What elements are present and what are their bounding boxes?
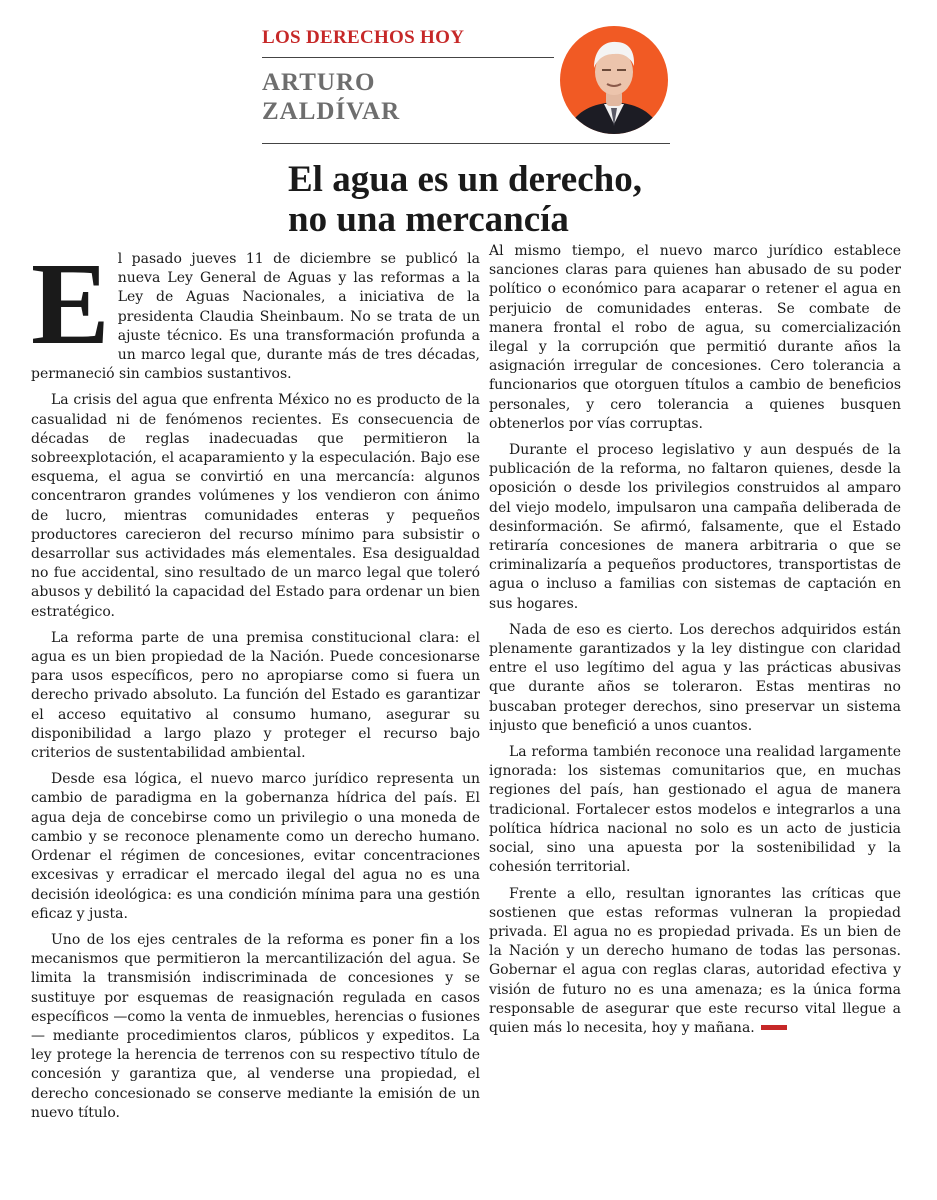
paragraph: Uno de los ejes centrales de la reforma es poner fin a los mecanismos que permitieron la mercantilización del agua. Se limita la transmisión indiscriminada de concesiones y se sustituye por esquemas de reasignación regulada en casos específicos —como la venta de inmuebles, herencias o fusiones— mediante procedimientos claros, públicos y expeditos. La ley protege la herencia de terrenos con su respectivo título de concesión y garantiza que, al venderse una propiedad, el derecho concesionado se conserve mediante la emisión de un nuevo título.: [31, 931, 480, 1121]
article-column-right: [489, 242, 901, 1045]
author-first-name: ARTURO: [262, 69, 376, 96]
paragraph: La reforma parte de una premisa constitucional clara: el agua es un bien propiedad de la Nación. Puede concesionarse para usos específicos, pero no apropiarse como si fuera un derecho privado absoluto. La función del Estado es garantizar el acceso equitativo al consumo humano, asegurar su disponibilidad a largo plazo y proteger el recurso bajo criterios de sustentabilidad ambiental.: [31, 629, 480, 762]
article-column-left: [31, 238, 480, 1130]
headline-line-1: El agua es un derecho,: [288, 159, 642, 200]
headline-line-2: no una mercancía: [288, 199, 569, 240]
paragraph: Nada de eso es cierto. Los derechos adquiridos están plenamente garantizados y la ley distingue con claridad entre el uso legítimo del agua y las prácticas abusivas que durante años se toleraron. Estas mentiras no buscaban proteger derechos, sino preservar un sistema injusto que benefició a unos cuantos.: [489, 621, 901, 734]
paragraph-text: Frente a ello, resultan ignorantes las críticas que sostienen que estas reformas vulneran la propiedad privada. El agua no es propiedad privada. Es un bien de la Nación y un derecho humano de todas las personas. Gobernar el agua con reglas claras, autoridad efectiva y visión de futuro no es una amenaza; es la única forma responsable de asegurar que este recurso vital llegue a quien más lo necesita, hoy y mañana.: [489, 885, 901, 1036]
article-headline: [288, 160, 708, 240]
paragraph-text: l pasado jueves 11 de diciembre se publicó la nueva Ley General de Aguas y las reformas a la Ley de Aguas Nacionales, a iniciativa de la presidenta Claudia Sheinbaum. No se trata de un ajuste técnico. Es una transformación profunda a un marco legal que, durante más de tres décadas, permaneció sin cambios sustantivos.: [31, 251, 480, 383]
section-label: LOS DERECHOS HOY: [262, 27, 465, 48]
end-of-article-mark: [761, 1025, 787, 1030]
header-rule-top: [262, 57, 554, 58]
paragraph: Desde esa lógica, el nuevo marco jurídico representa un cambio de paradigma en la gobernanza hídrica del país. El agua deja de concebirse como un privilegio o una moneda de cambio y se reconoce plenamente como un derecho humano. Ordenar el régimen de concesiones, evitar concentraciones excesivas y erradicar el mercado ilegal del agua no es una decisión ideológica: es una condición mínima para una gestión eficaz y justa.: [31, 771, 480, 922]
author-name: [262, 68, 400, 126]
paragraph: Al mismo tiempo, el nuevo marco jurídico establece sanciones claras para quienes han abusado de su poder político o económico para acaparar o retener el agua en perjuicio de comunidades enteras. Se combate de manera frontal el robo de agua, su comercialización ilegal y la corrupción que permitió durante años la asignación irregular de concesiones. Cero tolerancia a funcionarios que otorguen títulos a cambio de beneficios personales, y cero tolerancia a quienes busquen obtenerlos por vías corruptas.: [489, 243, 901, 432]
author-portrait: [560, 26, 668, 134]
paragraph: Durante el proceso legislativo y aun después de la publicación de la reforma, no faltaron quienes, desde la oposición o desde los privilegios construidos al amparo del viejo modelo, impulsaron una campaña deliberada de desinformación. Se afirmó, falsamente, que el Estado retiraría concesiones de manera arbitraria o que se criminalizaría a pequeños productores, transportistas de agua o incluso a familias con sistemas de captación en sus hogares.: [489, 442, 901, 612]
paragraph: [489, 885, 901, 1039]
paragraph: [31, 238, 480, 384]
header-rule-bottom: [262, 143, 670, 144]
paragraph: La reforma también reconoce una realidad largamente ignorada: los sistemas comunitarios que, en muchas regiones del país, han gestionado el agua de manera tradicional. Fortalecer estos modelos e integrarlos a una política hídrica nacional no solo es un acto de justicia social, sino una apuesta por la sostenibilidad y la cohesión territorial.: [489, 744, 901, 876]
author-last-name: ZALDÍVAR: [262, 98, 401, 125]
paragraph: La crisis del agua que enfrenta México no es producto de la casualidad ni de fenómenos recientes. Es consecuencia de décadas de reglas inadecuadas que permitieron la sobreexplotación, el acaparamiento y la especulación. Bajo ese esquema, el agua se convirtió en una mercancía: algunos concentraron grandes volúmenes y los vendieron con ánimo de lucro, mientras comunidades enteras y pequeños productores carecieron del recurso mínimo para subsistir o desarrollar sus actividades más elementales. Esa desigualdad no fue accidental, sino resultado de un marco legal que toleró abusos y debilitó la capacidad del Estado para ordenar un bien estratégico.: [31, 392, 480, 620]
drop-cap: E: [31, 238, 110, 369]
